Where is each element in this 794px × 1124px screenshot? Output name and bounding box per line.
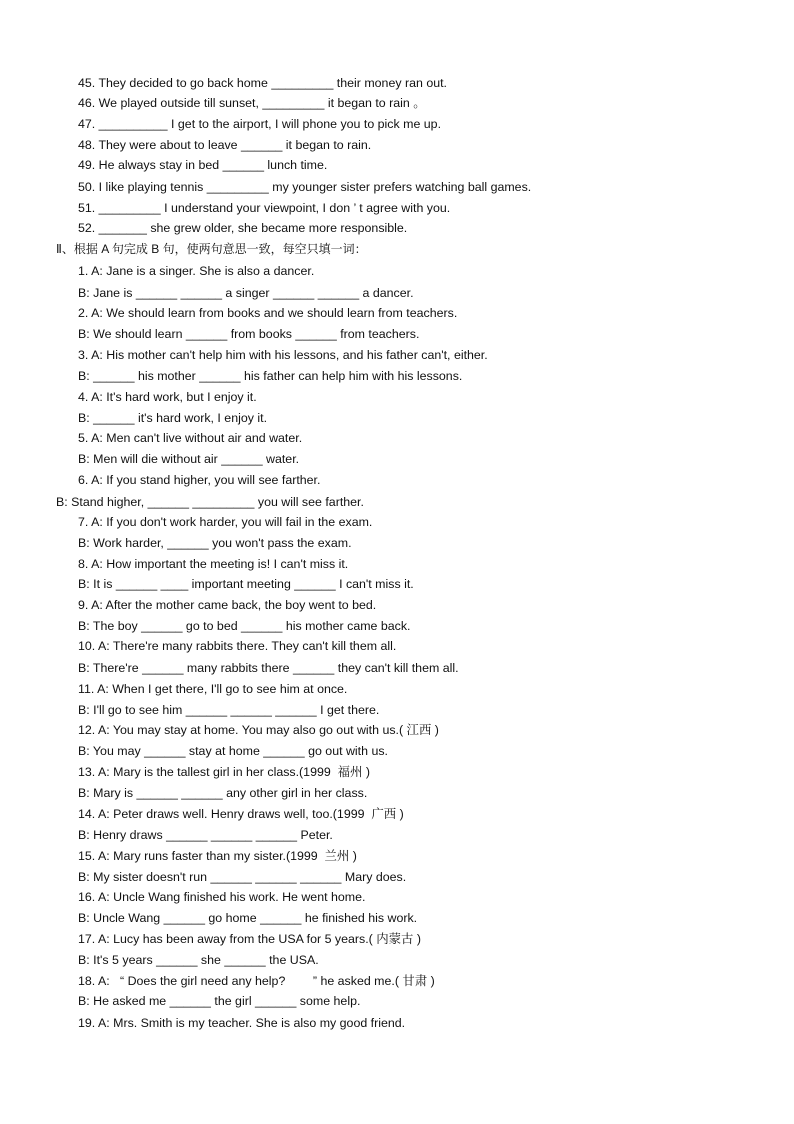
- exercise-line: 15. A: Mary runs faster than my sister.(1999 兰州 ): [78, 849, 357, 863]
- exercise-line: 9. A: After the mother came back, the boy went to bed.: [78, 598, 377, 612]
- exercise-line: 12. A: You may stay at home. You may also go out with us.( 江西 ): [78, 723, 439, 737]
- exercise-line: 7. A: If you don't work harder, you will fail in the exam.: [78, 515, 373, 529]
- exercise-line: 46. We played outside till sunset, _________ it began to rain 。: [78, 96, 426, 110]
- exercise-line: B: He asked me ______ the girl ______ some help.: [78, 994, 361, 1008]
- exercise-line: B: Henry draws ______ ______ ______ Peter.: [78, 828, 333, 842]
- exercise-line: 17. A: Lucy has been away from the USA for 5 years.( 内蒙古 ): [78, 932, 421, 946]
- exercise-line: 19. A: Mrs. Smith is my teacher. She is also my good friend.: [78, 1016, 406, 1030]
- exercise-line: B: I'll go to see him ______ ______ ______ I get there.: [78, 703, 380, 717]
- exercise-line: 48. They were about to leave ______ it began to rain.: [78, 138, 372, 152]
- exercise-line: 18. A: “ Does the girl need any help? ” he asked me.( 甘肃 ): [78, 974, 435, 988]
- exercise-line: 16. A: Uncle Wang finished his work. He went home.: [78, 890, 366, 904]
- exercise-line: B: The boy ______ go to bed ______ his mother came back.: [78, 619, 411, 633]
- exercise-line: B: Uncle Wang ______ go home ______ he finished his work.: [78, 911, 418, 925]
- exercise-line: 10. A: There're many rabbits there. They can't kill them all.: [78, 639, 397, 653]
- section-heading: Ⅱ、根据 A 句完成 B 句，使两句意思一致，每空只填一词：: [56, 242, 367, 256]
- exercise-line: 50. I like playing tennis _________ my younger sister prefers watching ball games.: [78, 180, 532, 194]
- exercise-line: 52. _______ she grew older, she became more responsible.: [78, 221, 408, 235]
- exercise-line: 14. A: Peter draws well. Henry draws well, too.(1999 广西 ): [78, 807, 404, 821]
- exercise-line: B: ______ it's hard work, I enjoy it.: [78, 411, 268, 425]
- exercise-line: B: We should learn ______ from books ______ from teachers.: [78, 327, 420, 341]
- exercise-line: 5. A: Men can't live without air and water.: [78, 431, 303, 445]
- exercise-line: 45. They decided to go back home _________ their money ran out.: [78, 76, 447, 90]
- exercise-line: B: Stand higher, ______ _________ you will see farther.: [56, 495, 364, 509]
- exercise-line: B: Jane is ______ ______ a singer ______ ______ a dancer.: [78, 286, 414, 300]
- exercise-line: 2. A: We should learn from books and we should learn from teachers.: [78, 306, 458, 320]
- exercise-line: B: There're ______ many rabbits there ______ they can't kill them all.: [78, 661, 459, 675]
- exercise-line: 13. A: Mary is the tallest girl in her class.(1999 福州 ): [78, 765, 370, 779]
- exercise-line: B: Work harder, ______ you won't pass the exam.: [78, 536, 352, 550]
- exercise-line: 49. He always stay in bed ______ lunch time.: [78, 158, 328, 172]
- exercise-line: B: Men will die without air ______ water.: [78, 452, 300, 466]
- exercise-line: 3. A: His mother can't help him with his lessons, and his father can't, either.: [78, 348, 488, 362]
- exercise-line: 47. __________ I get to the airport, I will phone you to pick me up.: [78, 117, 442, 131]
- exercise-line: B: Mary is ______ ______ any other girl in her class.: [78, 786, 368, 800]
- exercise-line: 6. A: If you stand higher, you will see farther.: [78, 473, 321, 487]
- exercise-line: B: It is ______ ____ important meeting ______ I can't miss it.: [78, 577, 414, 591]
- exercise-line: B: My sister doesn't run ______ ______ ______ Mary does.: [78, 870, 407, 884]
- exercise-line: 8. A: How important the meeting is! I can't miss it.: [78, 557, 349, 571]
- exercise-line: B: You may ______ stay at home ______ go out with us.: [78, 744, 388, 758]
- exercise-line: 4. A: It's hard work, but I enjoy it.: [78, 390, 257, 404]
- exercise-line: 11. A: When I get there, I'll go to see him at once.: [78, 682, 348, 696]
- exercise-line: B: ______ his mother ______ his father can help him with his lessons.: [78, 369, 463, 383]
- exercise-line: B: It's 5 years ______ she ______ the USA.: [78, 953, 319, 967]
- exercise-line: 51. _________ I understand your viewpoint, I don ’ t agree with you.: [78, 201, 451, 215]
- exercise-line: 1. A: Jane is a singer. She is also a dancer.: [78, 264, 315, 278]
